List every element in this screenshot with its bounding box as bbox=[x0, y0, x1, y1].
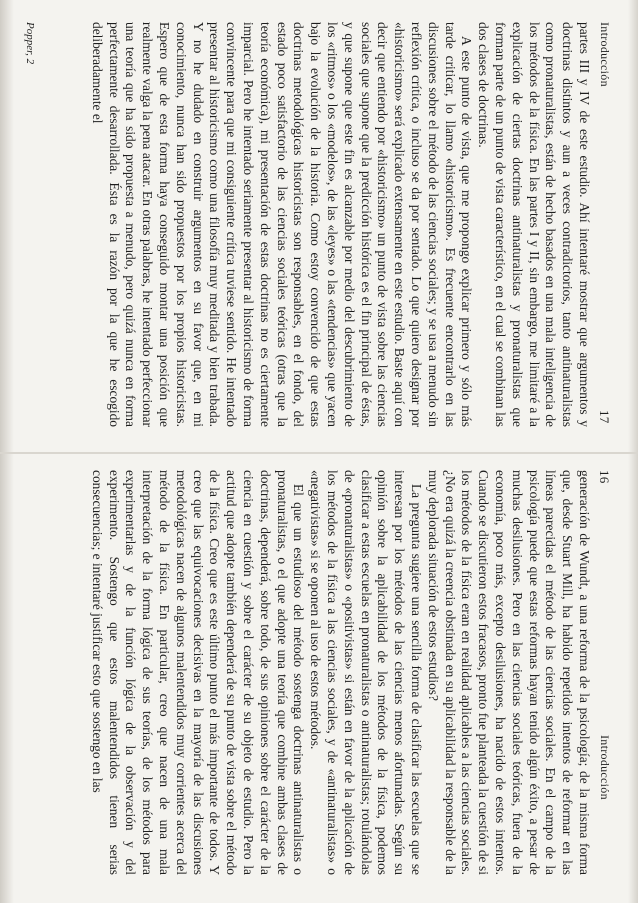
left-paragraph-2: La pregunta sugiere una sencilla forma de clasificar las escuelas que se interesan por los métodos de las ciencias menos afortunadas. Según su opinión sobre la aplicabilidad de los métodos de la física, podemos clasificar a estas escuelas en pronaturalistas o antinaturalistas; rotulándolas de «pronaturalistas» o «positivistas» si están en favor de la aplicación de los métodos de la física a las ciencias sociales, y de «antinaturalistas» o «negativistas» si se oponen al uso de estos métodos. bbox=[308, 470, 425, 875]
right-running-head-text: Introducción bbox=[598, 22, 612, 87]
right-page-body bbox=[37, 22, 592, 427]
left-page-number: 16 bbox=[597, 470, 612, 484]
left-page-body bbox=[37, 470, 592, 875]
left-page-header bbox=[596, 470, 612, 484]
book-gutter bbox=[0, 452, 638, 454]
right-paragraph-2: A este punto de vista, que me propongo explicar primero y sólo más tarde criticar, lo llamo «historicismo». Es frecuente encontrarlo en las discusiones sobre el método de las ciencias sociales; y se usa a menudo sin reflexión crítica, o incluso se da por sentado. Lo que quiero designar por «historicismo» será explicado extensamente en este estudio. Baste aquí con decir que entiendo por «historicismo» un punto de vista sobre las ciencias sociales que supone que la predicción histórica es el fin principal de éstas, y que supone que este fin es alcanzable por medio del descubrimiento de los «ritmos» o los «modelos», de las «leyes» o las «tendencias» que yacen bajo la evolución de la historia. Como estoy convencido de que estas doctrinas metodológicas historicistas son responsables, en el fondo, del estado poco satisfactorio de las ciencias sociales teóricas (otras que la teoría económica), mi presentación de estas doctrinas no es ciertamente imparcial. Pero he intentado seriamente presentar al historicismo de forma convincente para que mi consiguiente crítica tuviese sentido. He intentado presentar al historicismo como una filosofía muy meditada y bien trabada. Y no he dudado en construir argumentos en su favor que, en mi conocimiento, nunca han sido propuestos por los propios historicistas. Espero que de esta forma haya conseguido montar una posición que realmente valga la pena atacar. En otras palabras, he intentado perfeccionar una teoría que ha sido propuesta a menudo, pero quizá nunca en forma perfectamente desarrollada. Ésta es la razón por la que he escogido deliberadamente el bbox=[89, 22, 475, 427]
signature-mark-text: Popper, 2 bbox=[24, 22, 36, 65]
left-running-head-text: Introducción bbox=[598, 735, 612, 800]
right-page-number: 17 bbox=[597, 410, 612, 424]
right-page-header bbox=[596, 410, 612, 424]
left-paragraph-3: El que un estudioso del método sostenga doctrinas antinaturalistas o pronaturalistas, o el que adopte una teoría que combine ambas clases de doctrinas, dependerá, sobre todo, de sus opiniones sobre el carácter de la ciencia en cuestión y sobre el carácter de su objeto de estudio. Pero la actitud que adopte también dependerá de su punto de vista sobre el método de la física. Creo que es este último punto el más importante de todos. Y creo que las equivocaciones decisivas en la mayoría de las discusiones metodológicas nacen de algunos malentendidos muy corrientes acerca del método de la física. En particular, creo que nacen de una mala interpretación de la forma lógica de sus teorías, de los métodos para experimentarlas y de la función lógica de la observación y del experimento. Sostengo que estos malentendidos tienen serias consecuencias; e intentaré justificar esto que sostengo en las bbox=[89, 470, 307, 875]
signature-mark bbox=[24, 22, 36, 64]
left-paragraph-1: generación de Wundt, a una reforma de la psicología; de la misma forma que, desde Stuart Mill, ha habido repetidos intentos de reformar en las líneas parecidas el método de las ciencias sociales. En el campo de la psicología puede que estas reformas hayan tenido algún éxito, a pesar de muchas desilusiones. Pero en las ciencias sociales teóricas, fuera de la economía, poco más, excepto desilusiones, ha nacido de estos intentos. Cuando se discutieron estos fracasos, pronto fue planteada la cuestión de si los métodos de la física eran en realidad aplicables a las ciencias sociales. ¿No era quizá la creencia obstinada en su aplicabilidad la responsable de la muy deplorada situación de estos estudios? bbox=[425, 470, 592, 875]
left-running-head bbox=[597, 735, 612, 800]
right-running-head bbox=[597, 22, 612, 87]
right-paragraph-1: partes III y IV de este estudio. Ahí intentaré mostrar que argumentos y doctrinas distintos y aun a veces contradictorios, tanto antinaturalistas como pronaturalistas, están de hecho basados en una mala inteligencia de los métodos de la física. En las partes I y II, sin embargo, me limitaré a la explicación de ciertas doctrinas antinaturalistas y pronaturalistas que forman parte de un punto de vista característico, en el cual se combinan las dos clases de doctrinas. bbox=[476, 22, 592, 427]
